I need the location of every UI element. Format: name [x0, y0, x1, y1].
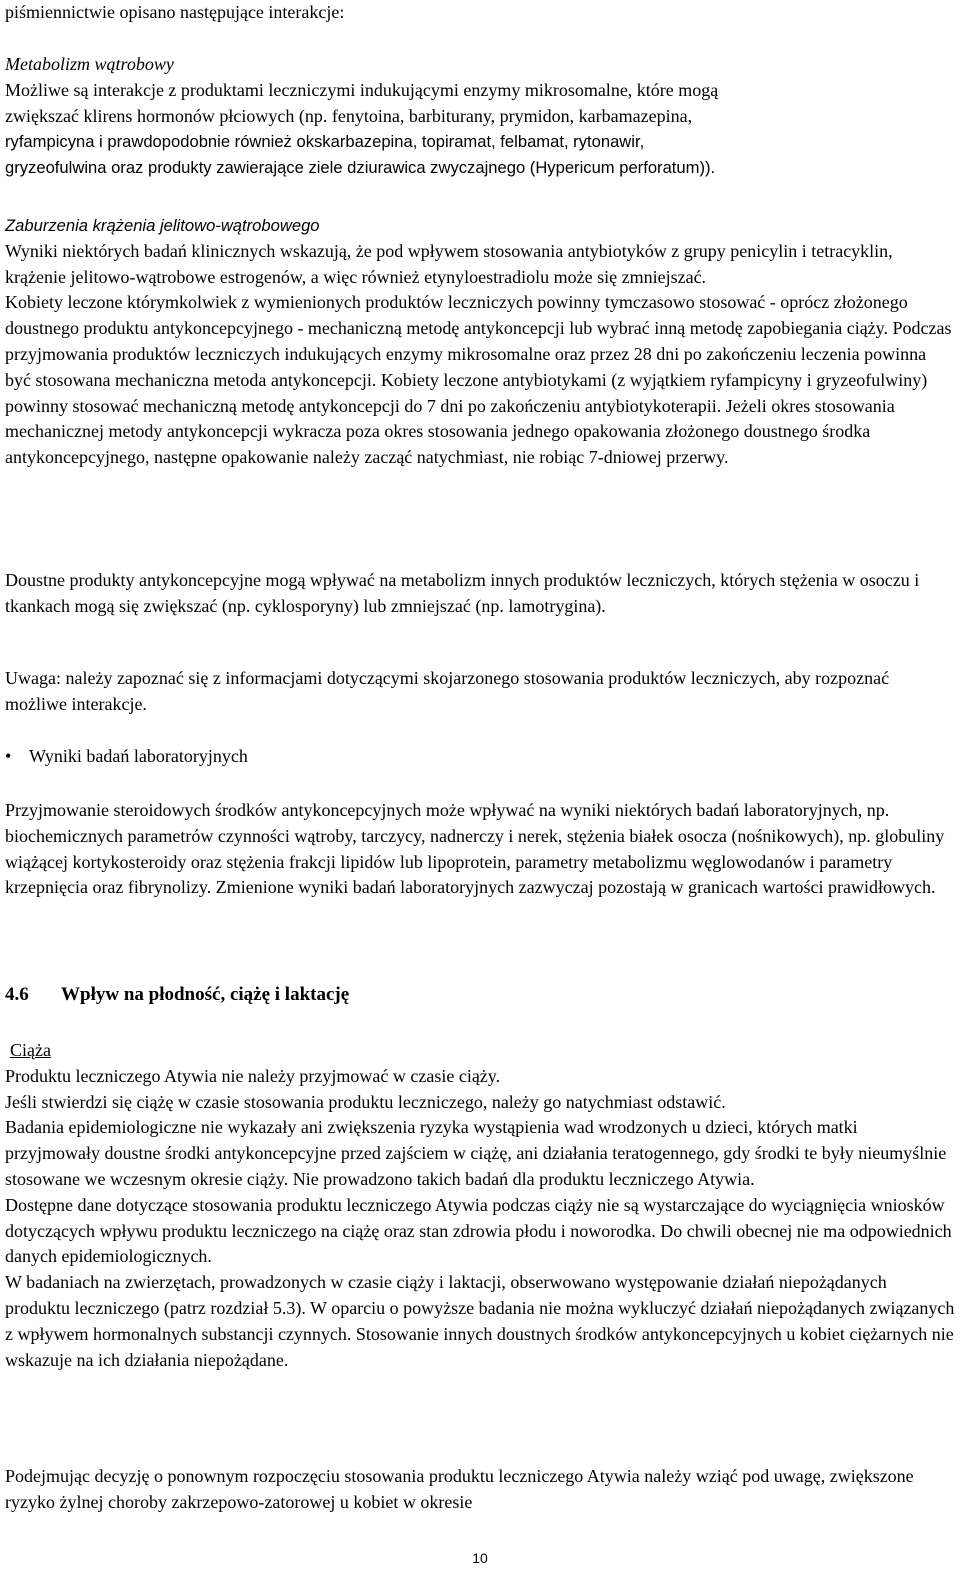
metabolism-section: [5, 52, 955, 181]
metabolism-line-1: Możliwe są interakcje z produktami leczniczymi indukującymi enzymy mikrosomalne, które mogą: [5, 79, 719, 100]
section-number: 4.6: [5, 984, 29, 1005]
lab-paragraph: Przyjmowanie steroidowych środków antykoncepcyjnych może wpływać na wyniki niektórych badań laboratoryjnych, np. biochemicznych parametrów czynności wątroby, tarczycy, nadnerczy i nerek, stężenia białek osocza (nośnikowych), np. globuliny wiążącej kortykosteroidy oraz stężenia frakcji lipidów lub lipoprotein, parametry metabolizmu węglowodanów i parametry krzepnięcia oraz fibrynolizy. Zmienione wyniki badań laboratoryjnych zazwyczaj pozostają w granicach wartości prawidłowych.: [5, 800, 945, 898]
pregnancy-p4: Dostępne dane dotyczące stosowania produktu leczniczego Atywia podczas ciąży nie są wystarczające do wyciągnięcia wniosków dotyczących wpływu produktu leczniczego na ciążę oraz stan zdrowia płodu i noworodka. Do chwili obecnej nie ma odpowiednich danych epidemiologicznych.: [5, 1194, 952, 1267]
circulation-title: Zaburzenia krążenia jelitowo-wątrobowego: [5, 216, 320, 235]
bullet-label: Wyniki badań laboratoryjnych: [29, 746, 248, 766]
metabolism-title: Metabolizm wątrobowy: [5, 54, 174, 74]
note-paragraph: Uwaga: należy zapoznać się z informacjami dotyczącymi skojarzonego stosowania produktów leczniczych, aby rozpoznać możliwe interakcje.: [5, 668, 890, 714]
metabolism-line-2: zwiększać klirens hormonów płciowych (np. fenytoina, barbiturany, prymidon, karbamazepina,: [5, 105, 693, 126]
circulation-women: Kobiety leczone którymkolwiek z wymienionych produktów leczniczych powinny tymczasowo stosować - oprócz złożonego doustnego produktu antykoncepcyjnego - mechaniczną metodę antykoncepcji lub wybrać inną metodę zapobiegania ciąży. Podczas przyjmowania produktów leczniczych indukujących enzymy mikrosomalne oraz przez 28 dni po zakończeniu leczenia powinna być stosowana mechaniczna metoda antykoncepcji. Kobiety leczone antybiotykami (z wyjątkiem ryfampicyny i gryzeofulwiny) powinny stosować mechaniczną metodę antykoncepcji do 7 dni po zakończeniu antybiotykoterapii. Jeżeli okres stosowania mechanicznej metody antykoncepcji wykracza poza okres stosowania jednego opakowania złożonego doustnego środka antykoncepcyjnego, następne opakowanie należy zacząć natychmiast, nie robiąc 7-dniowej przerwy.: [5, 292, 952, 468]
metabolism-line-3: ryfampicyna i prawdopodobnie również okskarbazepina, topiramat, felbamat, rytonawir,: [5, 132, 645, 152]
pregnancy-title: Ciąża: [10, 1040, 51, 1060]
intro-text: piśmiennictwie opisano następujące interakcje:: [5, 2, 345, 22]
page-number: 10: [472, 1550, 488, 1566]
oral-contraceptives-paragraph: Doustne produkty antykoncepcyjne mogą wpływać na metabolizm innych produktów leczniczych, których stężenia w osoczu i tkankach mogą się zwiększać (np. cyklosporyny) lub zmniejszać (np. lamotrygina).: [5, 570, 920, 616]
pregnancy-p1: Produktu leczniczego Atywia nie należy przyjmować w czasie ciąży.: [5, 1065, 501, 1086]
lab-results-bullet: [5, 744, 248, 770]
pregnancy-p2: Jeśli stwierdzi się ciążę w czasie stosowania produktu leczniczego, należy go natychmiast odstawić.: [5, 1091, 726, 1112]
pregnancy-p5: W badaniach na zwierzętach, prowadzonych w czasie ciąży i laktacji, obserwowano występowanie działań niepożądanych produktu leczniczego (patrz rozdział 5.3). W oparciu o powyższe badania nie można wykluczyć działań niepożądanych związanych z wpływem hormonalnych substancji czynnych. Stosowanie innych doustnych środków antykoncepcyjnych u kobiet ciężarnych nie wskazuje na ich działania niepożądane.: [5, 1272, 955, 1370]
pregnancy-p6: Podejmując decyzję o ponownym rozpoczęciu stosowania produktu leczniczego Atywia należy wziąć pod uwagę, zwiększone ryzyko żylnej choroby zakrzepowo-zatorowej u kobiet w okresie: [5, 1466, 914, 1512]
circulation-body: Wyniki niektórych badań klinicznych wskazują, że pod wpływem stosowania antybiotyków z grupy penicylin i tetracyklin, krążenie jelitowo-wątrobowe estrogenów, a więc również etynyloestradiolu może się zmniejszać.: [5, 240, 893, 287]
pregnancy-p3: Badania epidemiologiczne nie wykazały ani zwiększenia ryzyka wystąpienia wad wrodzonych u dzieci, których matki przyjmowały doustne środki antykoncepcyjne przed zajściem w ciążę, ani działania teratogennego, gdy środki te były nieumyślnie stosowane we wczesnym okresie ciąży. Nie prowadzono takich badań dla produktu leczniczego Atywia.: [5, 1117, 947, 1189]
circulation-section: [5, 213, 955, 471]
section-title: Wpływ na płodność, ciążę i laktację: [61, 984, 350, 1005]
section-heading: [5, 984, 349, 1006]
bullet-icon: •: [5, 746, 12, 766]
metabolism-line-4: gryzeofulwina oraz produkty zawierające ziele dziurawica zwyczajnego (Hypericum perforatum)).: [5, 158, 716, 178]
pregnancy-section: [5, 1038, 955, 1373]
